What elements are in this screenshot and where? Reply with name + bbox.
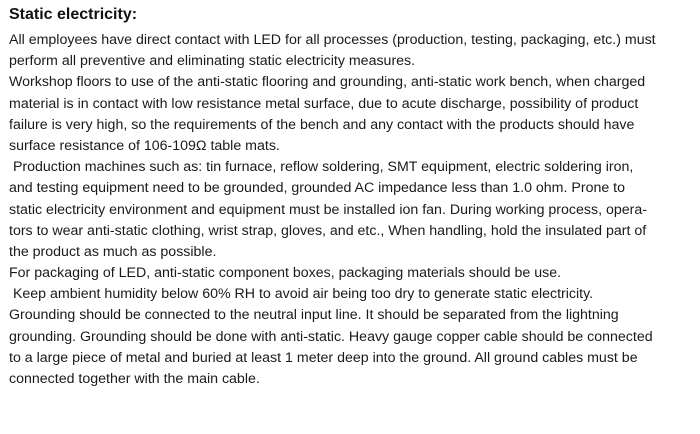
text-line: Keep ambient humidity below 60% RH to avoid air being too dry to generate static electricity. [9,286,594,303]
text-line: tors to wear anti-static clothing, wrist strap, gloves, and etc., When handling, hold the insulated part of [9,222,647,239]
text-line: Grounding should be connected to the neutral input line. It should be separated from the lightning [9,307,619,324]
text-line: failure is very high, so the requirements of the bench and any contact with the products should have [9,116,635,133]
text-line: material is in contact with low resistance metal surface, due to acute discharge, possibility of product [9,95,639,112]
text-line: static electricity environment and equipment must be installed ion fan. During working process, opera- [9,201,647,218]
text-line: and testing equipment need to be grounded, grounded AC impedance less than 1.0 ohm. Prone to [9,180,626,197]
text-line: the product as much as possible. [9,243,217,260]
text-line: to a large piece of metal and buried at least 1 meter deep into the ground. All ground cables must be [9,349,638,366]
text-line: perform all preventive and eliminating static electricity measures. [9,53,416,70]
text-line: grounding. Grounding should be done with anti-static. Heavy gauge copper cable should be connected [9,328,653,345]
text-line: All employees have direct contact with LED for all processes (production, testing, packaging, etc.) must [9,32,656,48]
text-line: Production machines such as: tin furnace, reflow soldering, SMT equipment, electric soldering iron, [9,159,634,176]
text-line: For packaging of LED, anti-static component boxes, packaging materials should be use. [9,265,562,282]
body-text [9,30,697,390]
section-heading: Static electricity: [9,6,138,23]
text-line: Workshop floors to use of the anti-static flooring and grounding, anti-static work bench, when charged [9,74,646,91]
text-line: connected together with the main cable. [9,371,260,387]
document [9,4,697,390]
text-line: surface resistance of 106-109Ω table mats. [9,137,280,154]
